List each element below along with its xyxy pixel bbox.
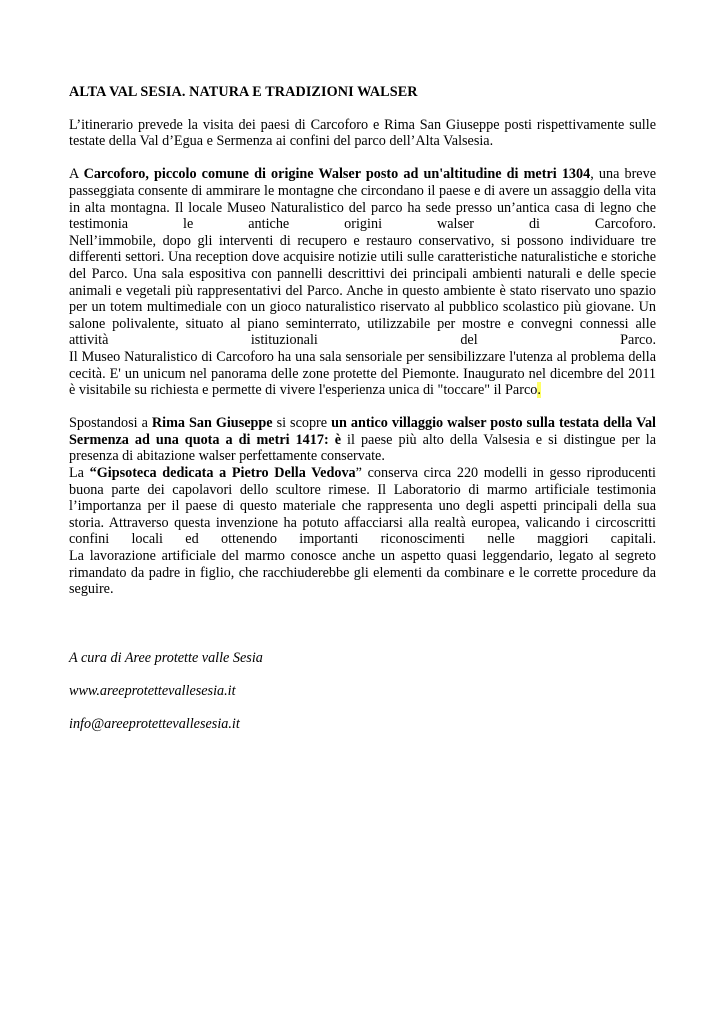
rima-lead: Spostandosi a (69, 415, 152, 432)
carcoforo-lead: A (69, 166, 84, 183)
rima-paragraph (69, 415, 656, 465)
carcoforo-section (69, 166, 656, 398)
rima-name: Rima San Giuseppe (151, 415, 273, 432)
carcoforo-paragraph (69, 166, 656, 232)
document-page (69, 84, 656, 749)
gipsoteca-name: “Gipsoteca dedicata a Pietro Della Vedova (89, 465, 356, 482)
document-title: ALTA VAL SESIA. NATURA E TRADIZIONI WALSER (69, 84, 418, 100)
rima-connector: si scopre (272, 415, 332, 432)
carcoforo-heading: Carcoforo, piccolo comune di origine Walser posto ad un'altitudine di metri 1304 (83, 166, 591, 183)
carcoforo-text: , una breve passeggiata consente di ammirare le montagne che circondano il paese e di avere un assaggio della vita in alta montagna. Il locale Museo Naturalistico del parco ha sede presso un’antica casa di legno che testimonia le antiche origini walser di Carcoforo. (69, 166, 656, 233)
credits-block (69, 650, 656, 733)
museum-sectors-paragraph: Nell’immobile, dopo gli interventi di recupero e restauro conservativo, si possono individuare tre differenti settori. Una reception dove acquisire notizie utili sulle caratteristiche naturalistiche e storiche del Parco. Una sala espositiva con pannelli descrittivi dei principali ambienti naturali e delle specie animali e vegetali più rappresentativi del Parco. Anche in questo ambiente è stato riservato uno spazio per un totem multimediale con un gioco naturalistico riservato al pubblico scolastico più giovane. Un salone polivalente, situato al piano seminterrato, utilizzabile per mostre e convegni connessi alle attività istituzionali del Parco. (69, 232, 656, 349)
rima-section (69, 415, 656, 598)
marble-paragraph: La lavorazione artificiale del marmo conosce anche un aspetto quasi leggendario, legato al segreto rimandato da padre in figlio, che racchiuderebbe gli elementi da combinare e le corrette procedure da seguire. (69, 548, 656, 598)
curator-credit: A cura di Aree protette valle Sesia (69, 649, 263, 666)
gipsoteca-lead: La (69, 465, 90, 482)
highlighted-period: . (537, 382, 541, 399)
rima-village-description: un antico villaggio walser posto sulla testata della Val Sermenza ad una quota a di metri 1417: è (69, 415, 656, 448)
gipsoteca-paragraph (69, 465, 656, 548)
sensory-room-paragraph (69, 349, 656, 399)
sensory-room-text: Il Museo Naturalistico di Carcoforo ha una sala sensoriale per sensibilizzare l'utenza al problema della cecità. E' un unicum nel panorama delle zone protette del Piemonte. Inaugurato nel dicembre del 2011 è visitabile su richiesta e permette di vivere l'esperienza unica di "toccare" il Parco (69, 348, 656, 399)
intro-paragraph: L’itinerario prevede la visita dei paesi di Carcoforo e Rima San Giuseppe posti rispettivamente sulle testate della Val d’Egua e Sermenza ai confini del parco dell’Alta Valsesia. (69, 116, 656, 150)
website-link[interactable]: www.areeprotettevallesesia.it (69, 683, 236, 699)
rima-text: il paese più alto della Valsesia e si distingue per la presenza di abitazione walser perfettamente conservate. (69, 431, 656, 465)
gipsoteca-text: ” conserva circa 220 modelli in gesso riproducenti buona parte dei capolavori dello scultore rimese. Il Laboratorio di marmo artificiale testimonia l’importanza per il paese di questo materiale che rappresenta uno degli aspetti principali della sua storia. Attraverso questa invenzione ha potuto affacciarsi alla realtà europea, valicando i circoscritti confini locali ed ottenendo importanti riconoscimenti nelle maggiori capitali. (69, 465, 657, 548)
email-link[interactable]: info@areeprotettevallesesia.it (69, 716, 240, 733)
